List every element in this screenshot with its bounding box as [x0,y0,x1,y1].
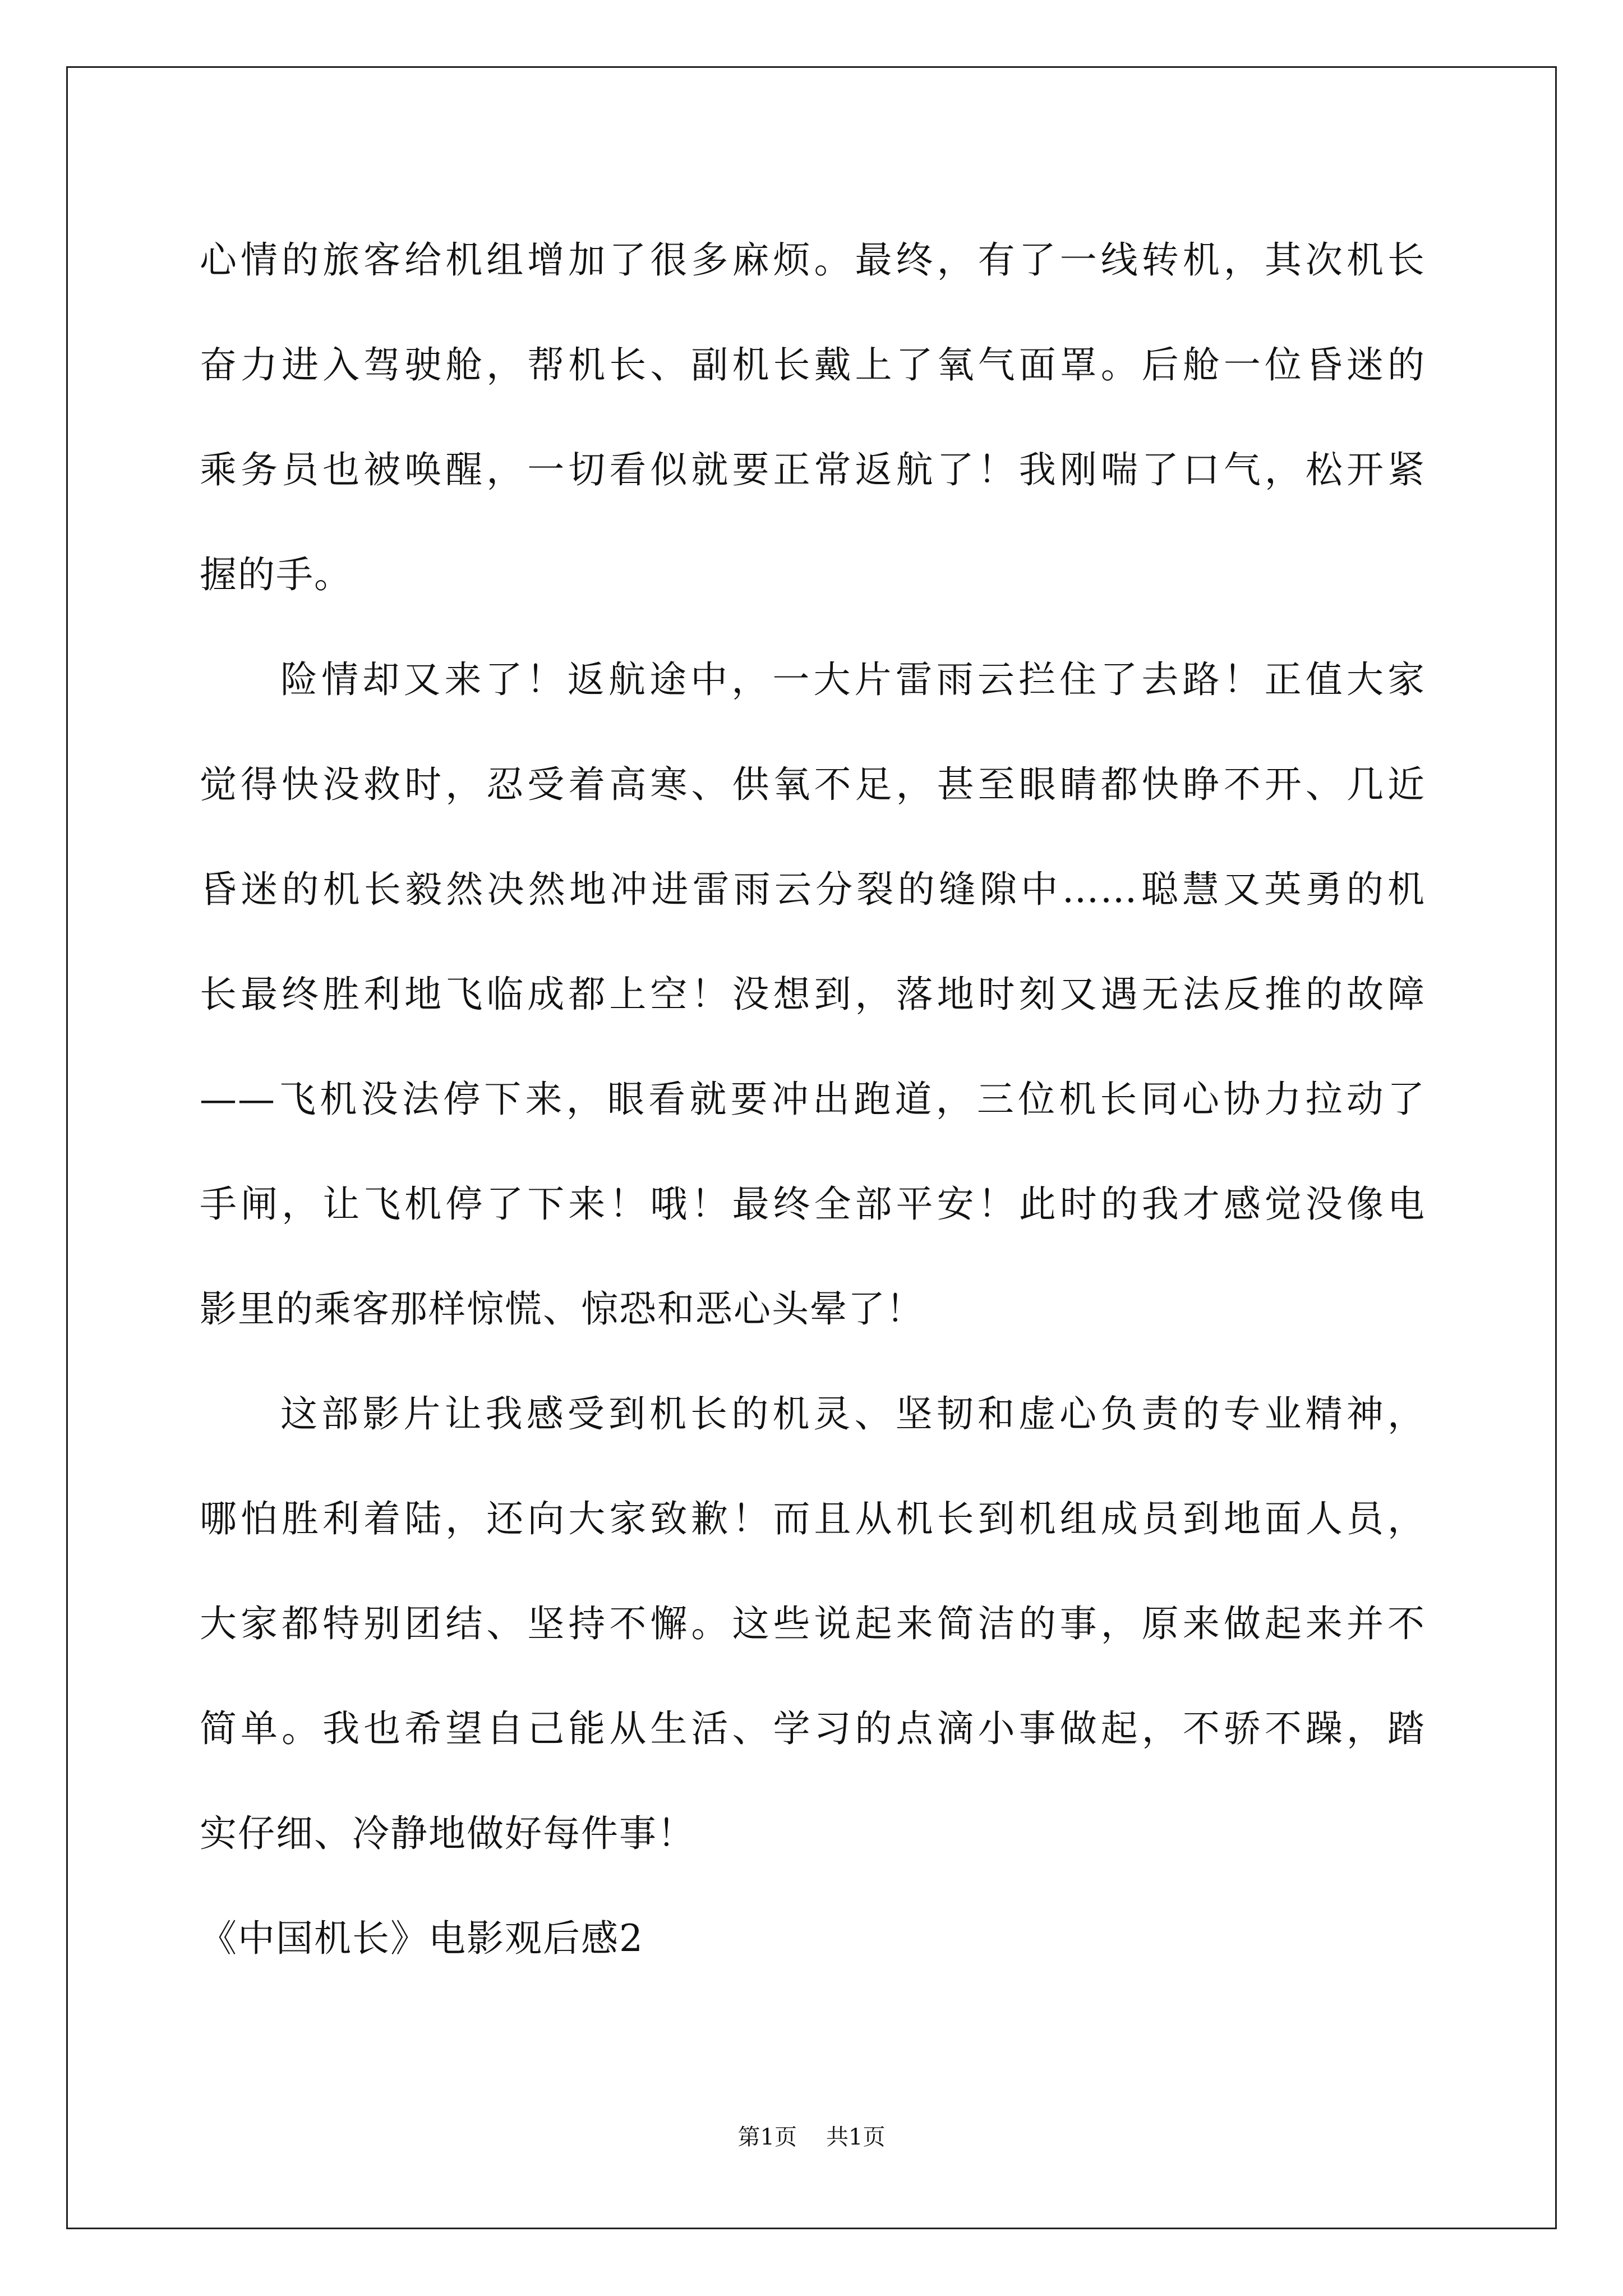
text-line: 实仔细、冷静地做好每件事！ [200,1812,695,1855]
text-line: 哪怕胜利着陆，还向大家致歉！而且从机长到机组成员到地面人员， [200,1497,1426,1540]
page-footer [0,2120,1623,2154]
text-line: 心情的旅客给机组增加了很多麻烦。最终，有了一线转机，其次机长 [200,238,1426,282]
text-line: 大家都特别团结、坚持不懈。这些说起来简洁的事，原来做起来并不 [200,1602,1426,1645]
text-line: 简单。我也希望自己能从生活、学习的点滴小事做起，不骄不躁，踏 [200,1707,1426,1750]
text-line: 昏迷的机长毅然决然地冲进雷雨云分裂的缝隙中……聪慧又英勇的机 [200,868,1426,911]
page-number-total: 共1页 [826,2124,886,2150]
text-line: 影里的乘客那样惊慌、惊恐和恶心头晕了！ [200,1287,924,1331]
text-line: ——飞机没法停下来，眼看就要冲出跑道，三位机长同心协力拉动了 [200,1078,1426,1121]
text-line: 手闸，让飞机停了下来！哦！最终全部平安！此时的我才感觉没像电 [200,1182,1426,1226]
text-line: 乘务员也被唤醒，一切看似就要正常返航了！我刚喘了口气，松开紧 [200,448,1426,491]
text-line: 奋力进入驾驶舱，帮机长、副机长戴上了氧气面罩。后舱一位昏迷的 [200,343,1426,386]
text-line: 握的手。 [200,553,352,596]
text-line: 长最终胜利地飞临成都上空！没想到，落地时刻又遇无法反推的故障 [200,973,1426,1016]
section-heading: 《中国机长》电影观后感2 [200,1917,644,1960]
page-number-current: 第1页 [737,2124,797,2150]
text-line: 觉得快没救时，忍受着高寒、供氧不足，甚至眼睛都快睁不开、几近 [200,763,1426,806]
text-line: 险情却又来了！返航途中，一大片雷雨云拦住了去路！正值大家 [280,658,1426,701]
text-line: 这部影片让我感受到机长的机灵、坚韧和虚心负责的专业精神， [280,1392,1426,1435]
document-body [200,208,1426,1991]
